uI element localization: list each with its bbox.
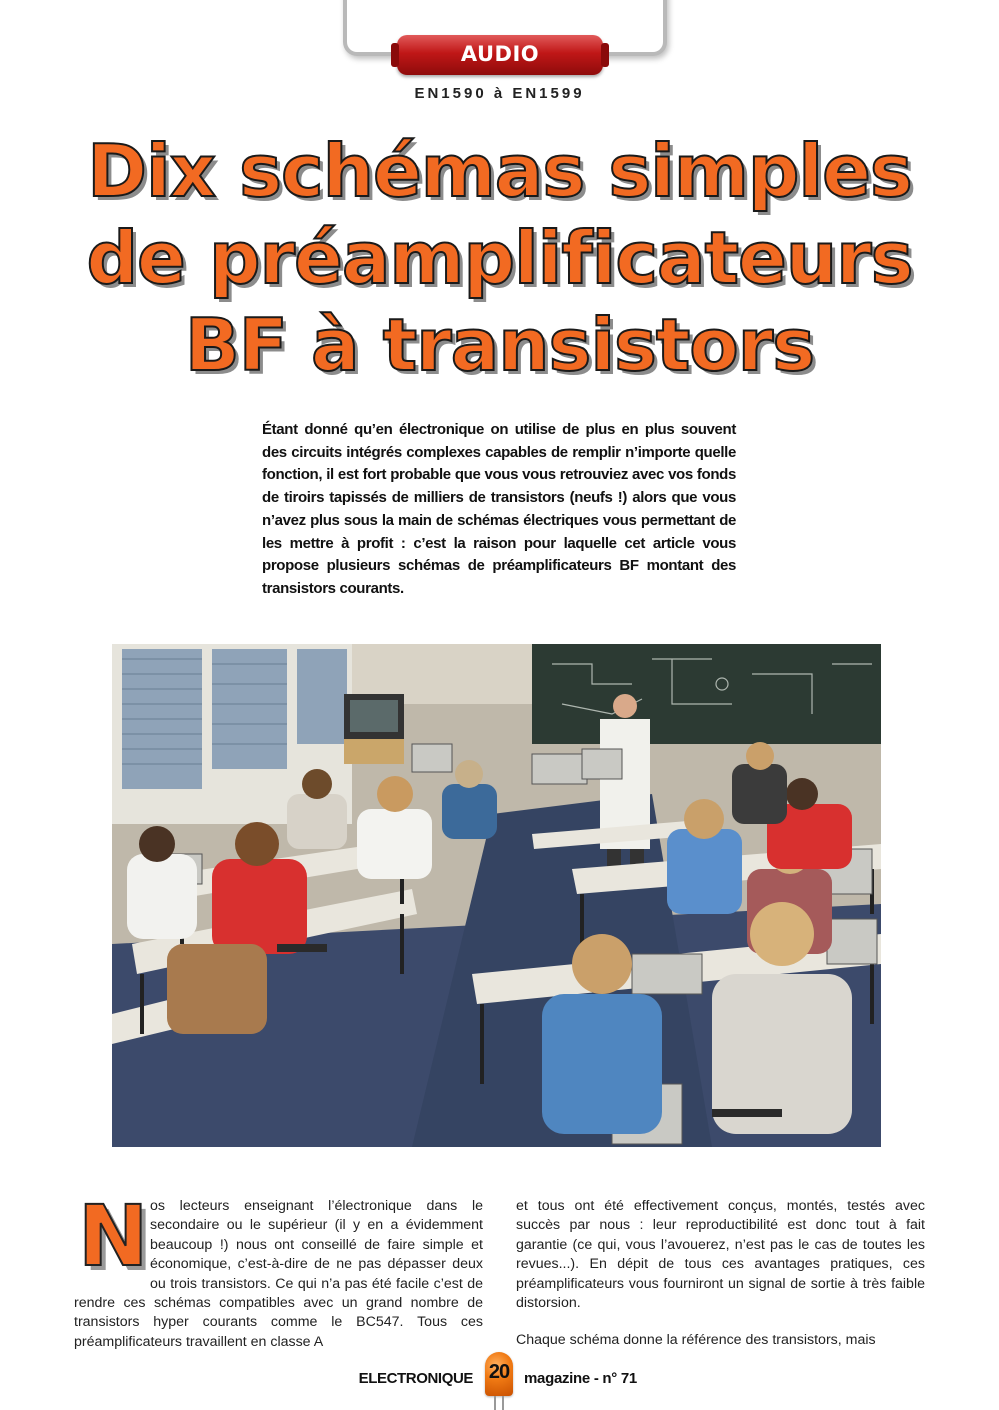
issue-number: magazine - n° 71 <box>524 1370 637 1387</box>
drop-cap <box>74 1187 149 1285</box>
page-number: 20 <box>488 1361 510 1383</box>
body-paragraph-1: os lecteurs enseignant l’électronique dans le secondaire ou le supérieur (il y en a évidemment beaucoup !) nous ont conseillé de faire simple et économique, c’est-à-dire de ne pas dépasser deux ou trois transistors. Ce qui n’a pas été facile c’est de rendre ces schémas compatibles avec un grand nombre de transistors hyper courants comme le BC547. Tous ces préamplificateurs travaillent en classe A <box>74 1198 483 1350</box>
led-pin <box>494 1396 496 1410</box>
page-footer <box>0 1361 999 1410</box>
title-line-1: Dix schémas simples <box>87 129 912 213</box>
drop-cap-letter: N <box>78 1187 149 1285</box>
body-column-right <box>516 1197 925 1369</box>
section-label: AUDIO <box>460 42 540 66</box>
body-paragraph-3: Chaque schéma donne la référence des transistors, mais <box>516 1332 876 1349</box>
kit-reference: EN1590 à EN1599 <box>414 85 585 102</box>
section-badge <box>397 35 603 75</box>
body-paragraph-2: et tous ont été effectivement conçus, montés, testés avec succès par nous : leur reproductibilité est donc tout à fait garantie (ce qui, vous l’avouerez, n’est pas le cas de toutes les revues...). En dépit de tous ces avantages pratiques, ces préamplificateurs vous fourniront un signal de sortie à très faible distorsion. <box>516 1198 925 1312</box>
magazine-name: ELECTRONIQUE <box>358 1370 473 1387</box>
classroom-photo <box>112 644 881 1147</box>
title-line-2: de préamplificateurs <box>86 216 913 300</box>
lead-paragraph: Étant donné qu’en électronique on utilise de plus en plus souvent des circuits intégrés complexes capables de remplir n’importe quelle fonction, il est fort probable que vous vous retrouviez avec vos fonds de tiroirs tapissés de milliers de transistors (neufs !) alors que vous n’avez plus sous la main de schémas électriques vous permettant de les mettre à profit : c’est la raison pour laquelle cet article vous propose plusieurs schémas de préamplificateurs BF montant des transistors courants. <box>262 421 736 597</box>
title-line-3: BF à transistors <box>184 303 815 387</box>
led-pin <box>502 1396 504 1410</box>
body-column-left <box>74 1187 483 1352</box>
article-title <box>40 128 959 389</box>
page-number-led <box>483 1352 515 1402</box>
